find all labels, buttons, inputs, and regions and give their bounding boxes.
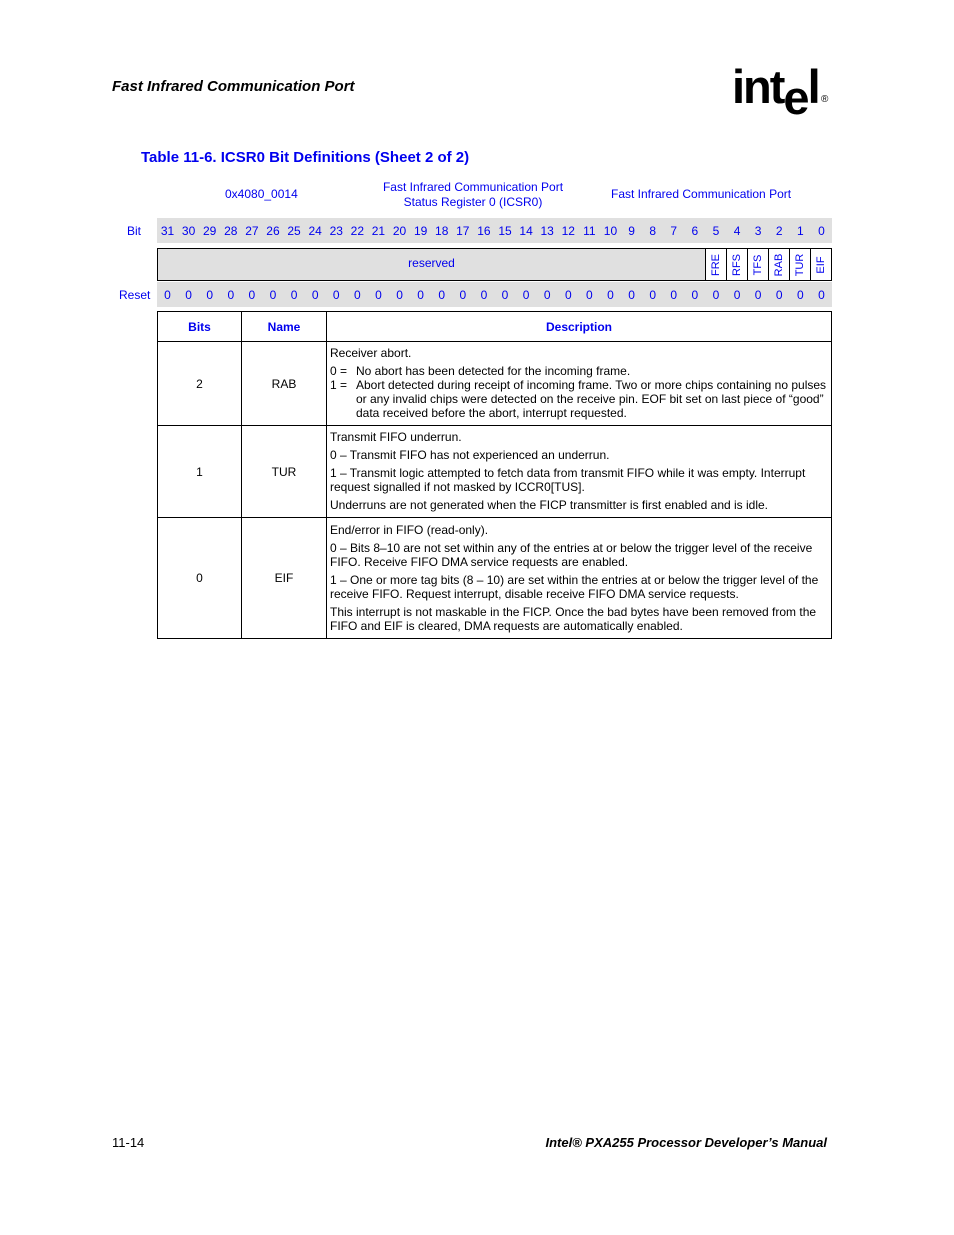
row-description xyxy=(327,518,832,639)
reserved-label: reserved xyxy=(408,256,455,270)
field-layout-row xyxy=(157,248,832,281)
reset-value: 0 xyxy=(375,288,382,302)
bit-number: 27 xyxy=(245,224,259,238)
field-rfs xyxy=(726,249,747,280)
bit-number: 14 xyxy=(519,224,533,238)
reset-value: 0 xyxy=(311,288,319,302)
row-description xyxy=(327,426,832,518)
bit-number: 12 xyxy=(561,224,575,238)
field-label: EIF xyxy=(815,255,827,274)
bit-number: 11 xyxy=(583,224,596,238)
bit-number: 19 xyxy=(413,224,428,238)
row-bit: 1 xyxy=(158,426,242,518)
reset-value: 0 xyxy=(332,288,340,302)
bit-number: 1 xyxy=(796,224,804,238)
bit-number: 9 xyxy=(628,224,635,238)
bit-number: 16 xyxy=(477,224,491,238)
reset-value: 0 xyxy=(396,288,403,302)
bit-number: 25 xyxy=(287,224,301,238)
field-fre xyxy=(705,249,726,280)
bit-number: 21 xyxy=(371,224,386,238)
row-bit: 0 xyxy=(158,518,242,639)
register-name-line1: Fast Infrared Communication Port xyxy=(382,180,564,194)
bit-label: Bit xyxy=(127,224,142,238)
table-row xyxy=(158,518,832,639)
reset-value: 0 xyxy=(628,288,635,302)
bit-number: 15 xyxy=(498,224,512,238)
row-name: TUR xyxy=(242,426,327,518)
reset-value: 0 xyxy=(480,288,488,302)
reset-value: 0 xyxy=(354,288,361,302)
bit-number: 0 xyxy=(818,224,825,238)
reset-value: 0 xyxy=(670,288,678,302)
register-name-line2: Status Register 0 (ICSR0) xyxy=(403,195,543,209)
reset-value: 0 xyxy=(733,288,741,302)
reset-value: 0 xyxy=(227,288,235,302)
description-line: Receiver abort. xyxy=(330,346,412,360)
reserved-field xyxy=(158,249,705,280)
bit-number: 13 xyxy=(540,224,554,238)
reset-value: 0 xyxy=(818,288,825,302)
column-header-name: Name xyxy=(242,312,327,342)
field-rab xyxy=(768,249,789,280)
reset-value: 0 xyxy=(417,288,424,302)
description-line: Underruns are not generated when the FICP transmitter is first enabled and is idle. xyxy=(330,498,769,512)
field-label: RFS xyxy=(731,253,743,276)
reset-value: 0 xyxy=(543,288,551,302)
reset-value: 0 xyxy=(164,288,171,302)
reset-value: 0 xyxy=(522,288,530,302)
reset-value: 0 xyxy=(586,288,593,302)
reset-value: 0 xyxy=(607,288,614,302)
reset-label: Reset xyxy=(119,288,151,302)
reset-value: 0 xyxy=(649,288,656,302)
reset-value: 0 xyxy=(564,288,572,302)
field-label: TUR xyxy=(794,253,806,276)
reset-value: 0 xyxy=(796,288,804,302)
reset-value: 0 xyxy=(712,288,720,302)
reset-value: 0 xyxy=(691,288,699,302)
register-address: 0x4080_0014 xyxy=(225,187,298,201)
bit-number: 4 xyxy=(733,224,741,238)
reset-value: 0 xyxy=(501,288,509,302)
bit-number: 29 xyxy=(203,224,217,238)
description-line: 1 – Transmit logic attempted to fetch data from transmit FIFO while it was empty. Interrupt request signalled if not masked by ICCR0[TUS]. xyxy=(330,466,806,494)
page-header-title: Fast Infrared Communication Port xyxy=(112,78,355,95)
row-bit: 2 xyxy=(158,342,242,426)
bit-number: 2 xyxy=(775,224,783,238)
bit-number: 5 xyxy=(712,224,720,238)
manual-title: Intel® PXA255 Processor Developer’s Manual xyxy=(545,1135,827,1150)
field-tfs xyxy=(747,249,768,280)
bit-number: 7 xyxy=(670,224,678,238)
field-eif xyxy=(810,249,831,280)
field-tur xyxy=(789,249,810,280)
reset-value: 0 xyxy=(775,288,783,302)
row-name: RAB xyxy=(242,342,327,426)
reset-value: 0 xyxy=(459,288,467,302)
reset-value: 0 xyxy=(248,288,256,302)
field-label: RAB xyxy=(773,253,785,276)
bit-number: 10 xyxy=(603,224,618,238)
bit-number: 20 xyxy=(392,224,407,238)
bit-definition-table xyxy=(157,311,832,639)
description-item: 0 = No abort has been detected for the incoming frame. xyxy=(330,364,631,378)
bit-number: 31 xyxy=(160,224,175,238)
reset-value: 0 xyxy=(754,288,762,302)
bit-number: 26 xyxy=(266,224,280,238)
bit-number: 6 xyxy=(691,224,699,238)
reset-value: 0 xyxy=(438,288,446,302)
bit-number: 17 xyxy=(456,224,470,238)
bit-number: 23 xyxy=(329,224,343,238)
reset-value: 0 xyxy=(269,288,277,302)
bit-number: 28 xyxy=(224,224,238,238)
reset-value: 0 xyxy=(206,288,214,302)
reset-value: 0 xyxy=(290,288,298,302)
column-header-description: Description xyxy=(327,312,832,342)
description-line: 1 – One or more tag bits (8 – 10) are set within the entries at or below the trigger level of the receive FIFO. Request interrupt, disable receive FIFO DMA service requests. xyxy=(330,572,819,601)
description-line: End/error in FIFO (read-only). xyxy=(330,522,489,537)
intel-logo xyxy=(732,58,832,124)
field-label: FRE xyxy=(710,253,722,276)
reset-value: 0 xyxy=(185,288,192,302)
bit-number: 3 xyxy=(754,224,762,238)
table-row xyxy=(158,426,832,518)
description-line: Transmit FIFO underrun. xyxy=(330,430,462,444)
register-unit: Fast Infrared Communication Port xyxy=(611,187,792,201)
row-description xyxy=(327,342,832,426)
description-line: 0 – Transmit FIFO has not experienced an underrun. xyxy=(330,448,610,462)
bit-number: 8 xyxy=(649,224,656,238)
description-item: 1 = Abort detected during receipt of incoming frame. Two or more chips containing no pulses or any invalid chips were detected on the receive pin. EOF bit set on last piece of “good” data received before the abort, interrupt requested. xyxy=(330,378,827,420)
column-header-bits: Bits xyxy=(158,312,242,342)
table-row xyxy=(158,342,832,426)
field-label: TFS xyxy=(752,254,764,275)
registered-mark: ® xyxy=(821,94,829,105)
bit-number: 18 xyxy=(435,224,449,238)
row-name: EIF xyxy=(242,518,327,639)
logo-wordmark: intel xyxy=(732,60,819,124)
description-line: This interrupt is not maskable in the FICP. Once the bad bytes have been removed from the FIFO and EIF is cleared, DMA requests are automatically enabled. xyxy=(330,604,817,633)
bit-number: 30 xyxy=(181,224,196,238)
description-line: 0 – Bits 8–10 are not set within any of the entries at or below the trigger level of the receive FIFO. Receive FIFO DMA service requests are enabled. xyxy=(330,540,813,569)
table-title: Table 11-6. ICSR0 Bit Definitions (Sheet 2 of 2) xyxy=(141,149,470,166)
page-number: 11-14 xyxy=(112,1135,145,1150)
bit-number: 24 xyxy=(308,224,322,238)
table-header-row xyxy=(158,312,832,342)
bit-number: 22 xyxy=(350,224,365,238)
register-name xyxy=(370,180,576,210)
